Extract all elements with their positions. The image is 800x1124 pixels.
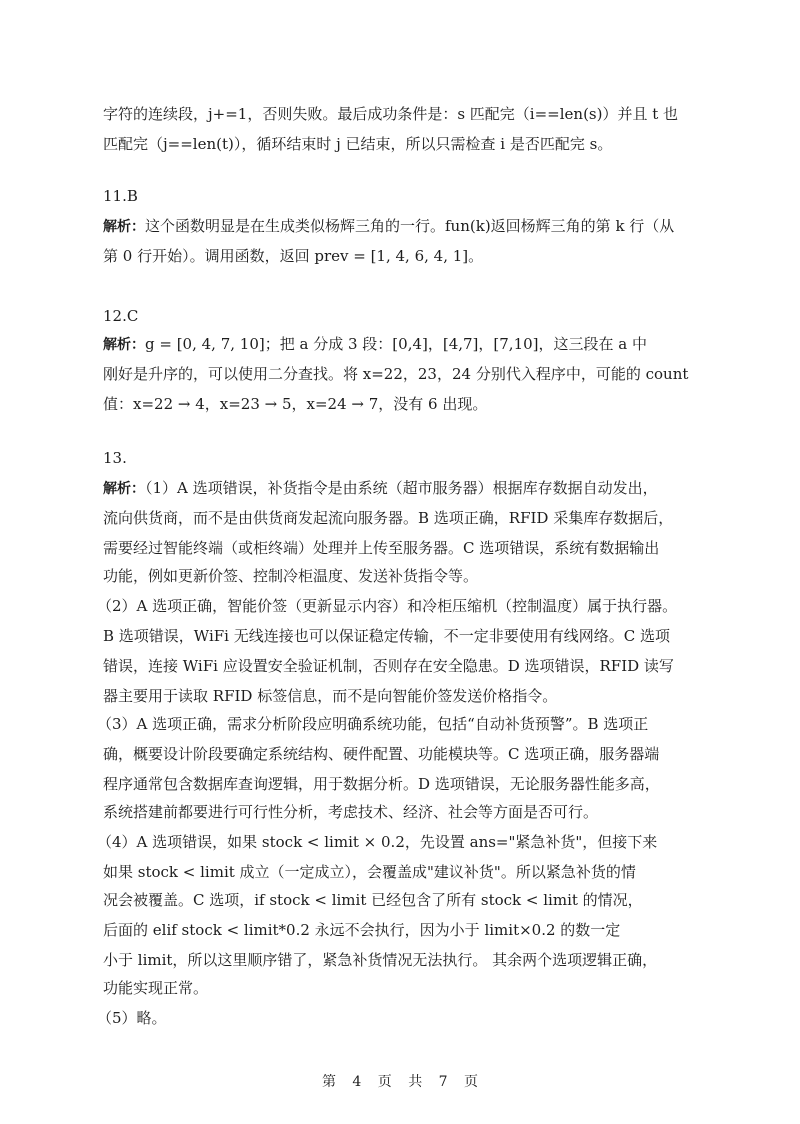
analysis-text: g = [0, 4, 7, 10]；把 a 分成 3 段：[0,4]，[4,7]，[7,10]，这三段在 a 中 xyxy=(145,335,647,353)
text-line: 字符的连续段，j+=1，否则失败。最后成功条件是：s 匹配完（i==len(s)）并且 t 也 xyxy=(103,105,679,123)
text-line xyxy=(103,478,703,499)
answer-label: 12.C xyxy=(103,307,139,325)
text-line: 值：x=22 → 4，x=23 → 5，x=24 → 7，没有 6 出现。 xyxy=(103,395,488,413)
text-line: 刚好是升序的，可以使用二分查找。将 x=22，23，24 分别代入程序中，可能的 count xyxy=(103,365,689,383)
text-line: 器主要用于读取 RFID 标签信息，而不是向智能价签发送价格指令。 xyxy=(103,687,558,705)
text-line: 况会被覆盖。C 选项，if stock < limit 已经包含了所有 stock < limit 的情况， xyxy=(103,891,643,909)
text-line xyxy=(103,216,703,237)
text-line: 确，概要设计阶段要确定系统结构、硬件配置、功能模块等。C 选项正确，服务器端 xyxy=(103,745,660,763)
analysis-text: （1）A 选项错误，补货指令是由系统（超市服务器）根据库存数据自动发出， xyxy=(145,479,658,497)
text-line: 小于 limit，所以这里顺序错了，紧急补货情况无法执行。 其余两个选项逻辑正确， xyxy=(103,951,658,969)
text-line: （4）A 选项错误，如果 stock < limit × 0.2，先设置 ans="紧急补货"，但接下来 xyxy=(97,833,658,851)
text-line: （5）略。 xyxy=(97,1009,167,1027)
analysis-label: 解析： xyxy=(103,481,145,497)
text-line: 如果 stock < limit 成立（一定成立），会覆盖成"建议补货"。所以紧急补货的情 xyxy=(103,863,636,881)
text-line: 程序通常包含数据库查询逻辑，用于数据分析。D 选项错误，无论服务器性能多高， xyxy=(103,775,660,793)
text-line: B 选项错误，WiFi 无线连接也可以保证稳定传输，不一定非要使用有线网络。C 选项 xyxy=(103,627,670,645)
analysis-text: 这个函数明显是在生成类似杨辉三角的一行。fun(k)返回杨辉三角的第 k 行（从 xyxy=(145,217,675,235)
text-line: 需要经过智能终端（或柜终端）处理并上传至服务器。C 选项错误，系统有数据输出 xyxy=(103,539,660,557)
question-number-11 xyxy=(103,186,703,206)
text-line: 匹配完（j==len(t)），循环结束时 j 已结束，所以只需检查 i 是否匹配完 s。 xyxy=(103,135,613,153)
text-line: 流向供货商，而不是由供货商发起流向服务器。B 选项正确，RFID 采集库存数据后， xyxy=(103,509,674,527)
question-number-13 xyxy=(103,448,703,468)
text-line: 后面的 elif stock < limit*0.2 永远不会执行，因为小于 limit×0.2 的数一定 xyxy=(103,921,621,939)
text-line: 第 0 行开始）。调用函数，返回 prev = [1, 4, 6, 4, 1]。 xyxy=(103,247,484,265)
analysis-label: 解析： xyxy=(103,337,145,353)
question-number-12 xyxy=(103,306,703,326)
text-line: （2）A 选项正确，智能价签（更新显示内容）和冷柜压缩机（控制温度）属于执行器。 xyxy=(97,597,678,615)
page-footer: 第 4 页 共 7 页 xyxy=(321,1074,479,1090)
text-line: 错误，连接 WiFi 应设置安全验证机制，否则存在安全隐患。D 选项错误，RFID 读写 xyxy=(103,657,674,675)
text-line: （3）A 选项正确，需求分析阶段应明确系统功能，包括“自动补货预警”。B 选项正 xyxy=(97,715,649,733)
text-line: 功能，例如更新价签、控制冷柜温度、发送补货指令等。 xyxy=(103,567,479,585)
answer-label: 11.B xyxy=(103,187,138,205)
text-line: 功能实现正常。 xyxy=(103,979,209,997)
answer-label: 13. xyxy=(103,449,127,467)
text-line: 系统搭建前都要进行可行性分析，考虑技术、经济、社会等方面是否可行。 xyxy=(103,803,599,821)
analysis-label: 解析： xyxy=(103,219,145,235)
text-line xyxy=(103,334,703,355)
